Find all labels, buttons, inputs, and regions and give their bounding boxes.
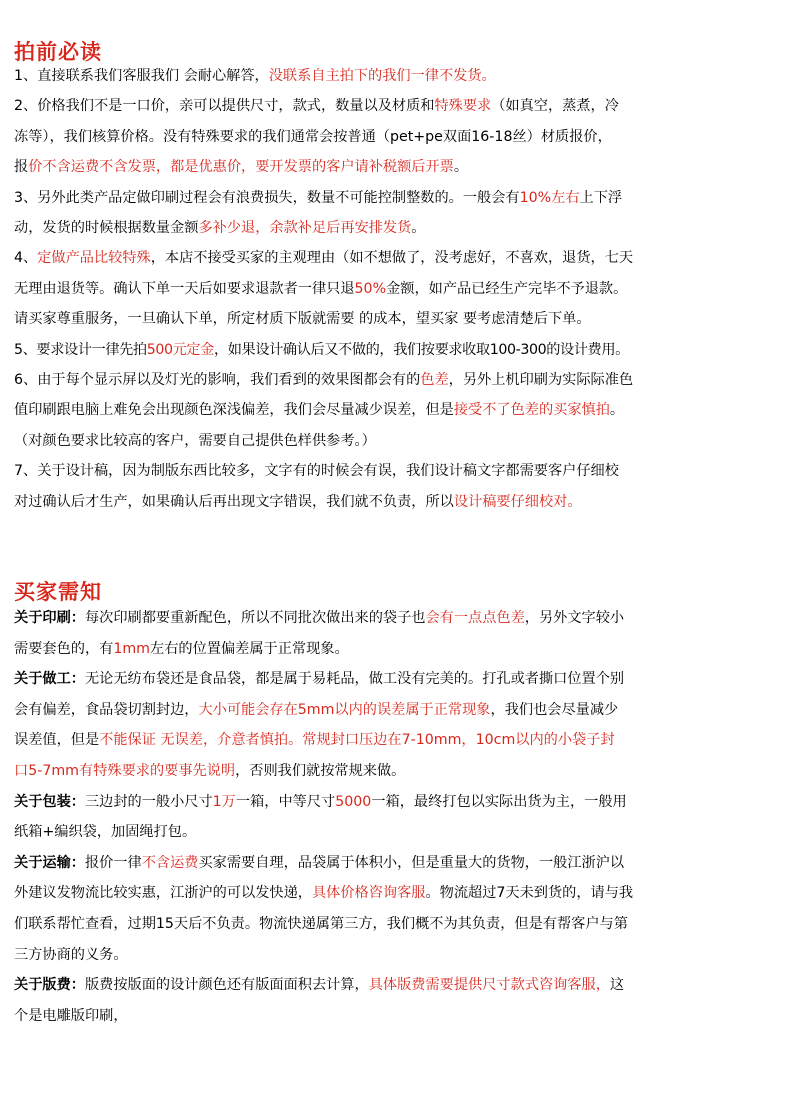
body-text: ，另外上机印刷为实际际准色: [448, 372, 634, 388]
body-text: 6、由于每个显示屏以及灯光的影响，我们看到的效果图都会有的: [14, 372, 421, 388]
body-text: 左右的位置偏差属于正常现象。: [150, 640, 349, 657]
highlight-text: 特殊要求: [434, 98, 492, 115]
body-text: 会有偏差，食品袋切割封边，: [14, 701, 199, 718]
body-text: 纸箱+编织袋，加固绳打包。: [14, 824, 197, 841]
text-line: [14, 669, 784, 689]
highlight-text: 定做产品比较特殊: [37, 250, 151, 267]
body-text: 误差值，但是: [14, 732, 100, 749]
highlight-text: 10%左右: [519, 189, 580, 206]
body-text: ，本店不接受买家的主观理由（如不想做了，没考虑好，不喜欢，退货，七天: [150, 250, 634, 267]
text-line: [14, 492, 784, 512]
body-text: 报: [14, 159, 29, 176]
body-text: （对颜色要求比较高的客户，需要自己提供色样供参考。）: [14, 432, 376, 449]
highlight-text: 不含运费: [141, 854, 199, 871]
text-line: [14, 1006, 784, 1026]
text-line: [14, 700, 784, 720]
text-line: [14, 127, 784, 147]
label-text: 关于运输：: [14, 854, 85, 871]
text-line: [14, 370, 784, 390]
body-text: 买家需要自理，品袋属于体积小，但是重量大的货物，一般江浙沪以: [198, 854, 625, 871]
body-text: 2、价格我们不是一口价，亲可以提供尺寸，款式，数量以及材质和: [14, 98, 435, 115]
text-line: [14, 853, 784, 873]
body-text: 个是电雕版印刷，: [14, 1007, 128, 1024]
text-line: [14, 279, 784, 299]
body-text: 版费按版面的设计颜色还有版面面积去计算，: [84, 977, 369, 994]
highlight-text: 5000: [335, 793, 372, 810]
text-line: [14, 914, 784, 934]
body-text: 上下浮: [579, 189, 623, 206]
body-text: ，否则我们就按常规来做。: [235, 763, 406, 779]
highlight-text: 大小可能会存在5mm以内的误差属于正常现象: [198, 701, 491, 718]
section-title-before-purchase: 拍前必读: [14, 40, 102, 64]
body-text: 。物流超过7天未到货的，请与我: [425, 885, 634, 902]
text-line: [14, 400, 784, 420]
highlight-text: 500元定金: [146, 341, 214, 358]
highlight-text: 接受不了色差的买家慎拍: [453, 402, 610, 419]
highlight-text: 色差: [420, 372, 449, 388]
body-text: 一箱，最终打包以实际出货为主，一般用: [371, 793, 627, 810]
text-line: [14, 730, 784, 750]
body-text: 。: [609, 402, 625, 419]
label-text: 关于包装：: [14, 793, 85, 810]
text-line: [14, 157, 784, 177]
highlight-text: 1万: [212, 793, 236, 810]
highlight-text: 价不含运费不含发票，都是优惠价，要开发票的客户请补税额后开票: [28, 159, 454, 176]
text-line: [14, 883, 784, 903]
highlight-text: 设计稿要仔细校对。: [453, 493, 582, 510]
section-title-buyer-notice: 买家需知: [14, 580, 102, 604]
body-text: 冻等），我们核算价格。没有特殊要求的我们通常会按普通（pet+pe双面16-18丝）材质报价，: [14, 128, 612, 145]
highlight-text: 口5-7mm有特殊要求的要事先说明: [14, 763, 236, 779]
text-line: [14, 461, 784, 481]
highlight-text: 具体价格咨询客服: [311, 885, 426, 902]
body-text: 报价一律: [84, 854, 142, 871]
text-line: [14, 248, 784, 268]
label-text: 关于做工：: [14, 671, 85, 688]
body-text: 7、关于设计稿，因为制版东西比较多，文字有的时候会有误，我们设计稿文字都需要客户仔细校: [14, 463, 619, 480]
text-line: [14, 639, 784, 659]
body-text: 需要套色的，有: [14, 640, 114, 657]
body-text: 们联系帮忙查看，过期15天后不负责。物流快递属第三方，我们概不为其负责，但是有帮客户与第: [14, 916, 628, 932]
text-line: [14, 218, 784, 238]
text-line: [14, 608, 784, 628]
body-text: 请买家尊重服务，一旦确认下单，所定材质下版就需要 的成本，望买家 要考虑清楚后下单。: [14, 311, 591, 328]
body-text: 无论无纺布袋还是食品袋，都是属于易耗品，做工没有完美的。打孔或者撕口位置个别: [84, 671, 625, 688]
body-text: 外建议发物流比较实惠，江浙沪的可以发快递，: [14, 885, 312, 902]
body-text: 。: [453, 159, 469, 176]
highlight-text: 具体版费需要提供尺寸款式咨询客服，: [368, 977, 610, 994]
body-text: 每次印刷都要重新配色，所以不同批次做出来的袋子也: [84, 610, 426, 626]
highlight-text: 没联系自主拍下的我们一律不发货。: [268, 68, 496, 84]
label-text: 关于版费：: [14, 977, 85, 994]
text-line: [14, 822, 784, 842]
highlight-text: 1mm: [113, 640, 150, 657]
body-text: 对过确认后才生产，如果确认后再出现文字错误，我们就不负责，所以: [14, 493, 454, 510]
label-text: 关于印刷：: [14, 610, 85, 626]
body-text: 三方协商的义务。: [14, 946, 128, 963]
body-text: ，另外文字较小: [524, 610, 625, 626]
text-line: [14, 975, 784, 995]
highlight-text: 多补少退，余款补足后再安排发货: [198, 220, 412, 236]
text-line: [14, 792, 784, 812]
body-text: 4、: [14, 250, 38, 267]
text-line: [14, 66, 784, 86]
body-text: 一箱，中等尺寸: [235, 793, 336, 810]
text-line: [14, 431, 784, 451]
body-text: 值印刷跟电脑上难免会出现颜色深浅偏差，我们会尽量减少误差，但是: [14, 402, 454, 419]
body-text: 金额，如产品已经生产完毕不予退款。: [386, 280, 628, 297]
body-text: 动，发货的时候根据数量金额: [14, 220, 199, 236]
body-text: ，如果设计确认后又不做的，我们按要求收取100-300的设计费用。: [213, 341, 629, 358]
body-text: ，我们也会尽量减少: [490, 701, 619, 718]
body-text: 。: [411, 220, 426, 236]
body-text: 1、直接联系我们客服我们 会耐心解答，: [14, 68, 269, 84]
body-text: 3、另外此类产品定做印刷过程会有浪费损失，数量不可能控制整数的。一般会有: [14, 189, 520, 206]
highlight-text: 50%: [354, 280, 387, 297]
text-line: [14, 188, 784, 208]
body-text: 三边封的一般小尺寸: [84, 793, 213, 810]
body-text: 5、要求设计一律先拍: [14, 341, 147, 358]
body-text: 无理由退货等。确认下单一天后如要求退款者一律只退: [14, 280, 355, 297]
text-line: [14, 761, 784, 781]
body-text: （如真空，蒸煮，冷: [491, 98, 619, 115]
highlight-text: 不能保证 无误差，介意者慎拍。常规封口压边在7-10mm，10cm以内的小袋子封: [99, 732, 615, 749]
text-line: [14, 96, 784, 116]
body-text: 这: [609, 977, 625, 994]
text-line: [14, 945, 784, 965]
text-line: [14, 340, 784, 360]
text-line: [14, 309, 784, 329]
highlight-text: 会有一点点色差: [425, 610, 525, 626]
